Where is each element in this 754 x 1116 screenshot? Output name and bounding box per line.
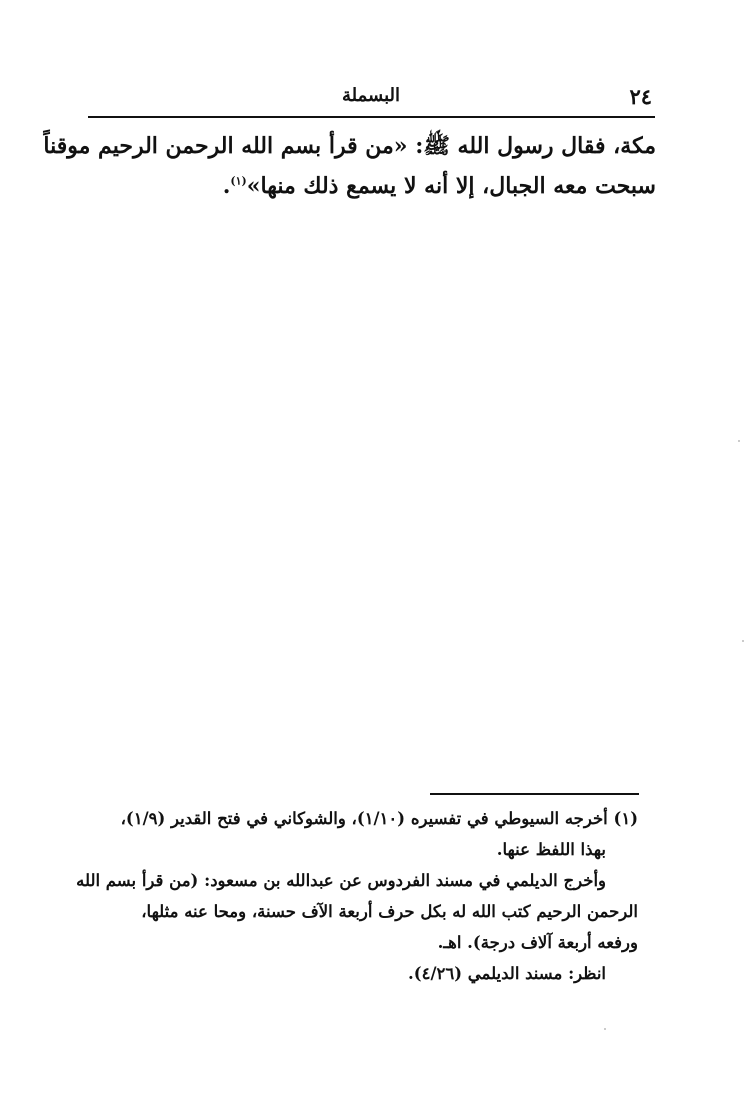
footnote-line-6: انظر: مسند الديلمي (٤/٢٦).: [408, 964, 606, 983]
footnote-line-3: وأخرج الديلمي في مسند الفردوس عن عبدالله بن مسعود: (من قرأ بسم الله: [76, 871, 606, 890]
scan-speck: [742, 640, 744, 642]
footnote-line-2: بهذا اللفظ عنها.: [496, 840, 606, 859]
scan-speck: [738, 440, 740, 442]
body-line-2: [86, 166, 656, 206]
page-number: ٢٤: [629, 84, 652, 109]
footnote-line-4: الرحمن الرحيم كتب الله له بكل حرف أربعة الآف حسنة، ومحا عنه مثلها،: [141, 902, 638, 921]
body-line-1: مكة، فقال رسول الله ﷺ: «من قرأ بسم الله الرحمن الرحيم موقناً: [43, 133, 656, 159]
footnotes: [76, 803, 638, 989]
footnote-line-1: (١) أخرجه السيوطي في تفسيره (١/١٠)، والشوكاني في فتح القدير (١/٩)،: [120, 809, 638, 828]
body-line-2-text: سبحت معه الجبال، إلا أنه لا يسمع ذلك منها»: [246, 173, 656, 199]
page-header: [88, 78, 654, 114]
header-rule: [88, 116, 655, 118]
body-end-punct: .: [222, 173, 231, 199]
footnote-reference[interactable]: (١): [230, 174, 247, 188]
running-title: البسملة: [342, 85, 400, 106]
footnote-separator: [430, 793, 639, 795]
scan-speck: [604, 1028, 606, 1030]
footnote-line-5: ورفعه أربعة آلاف درجة). اهـ.: [437, 933, 638, 952]
main-text: [43, 126, 656, 206]
